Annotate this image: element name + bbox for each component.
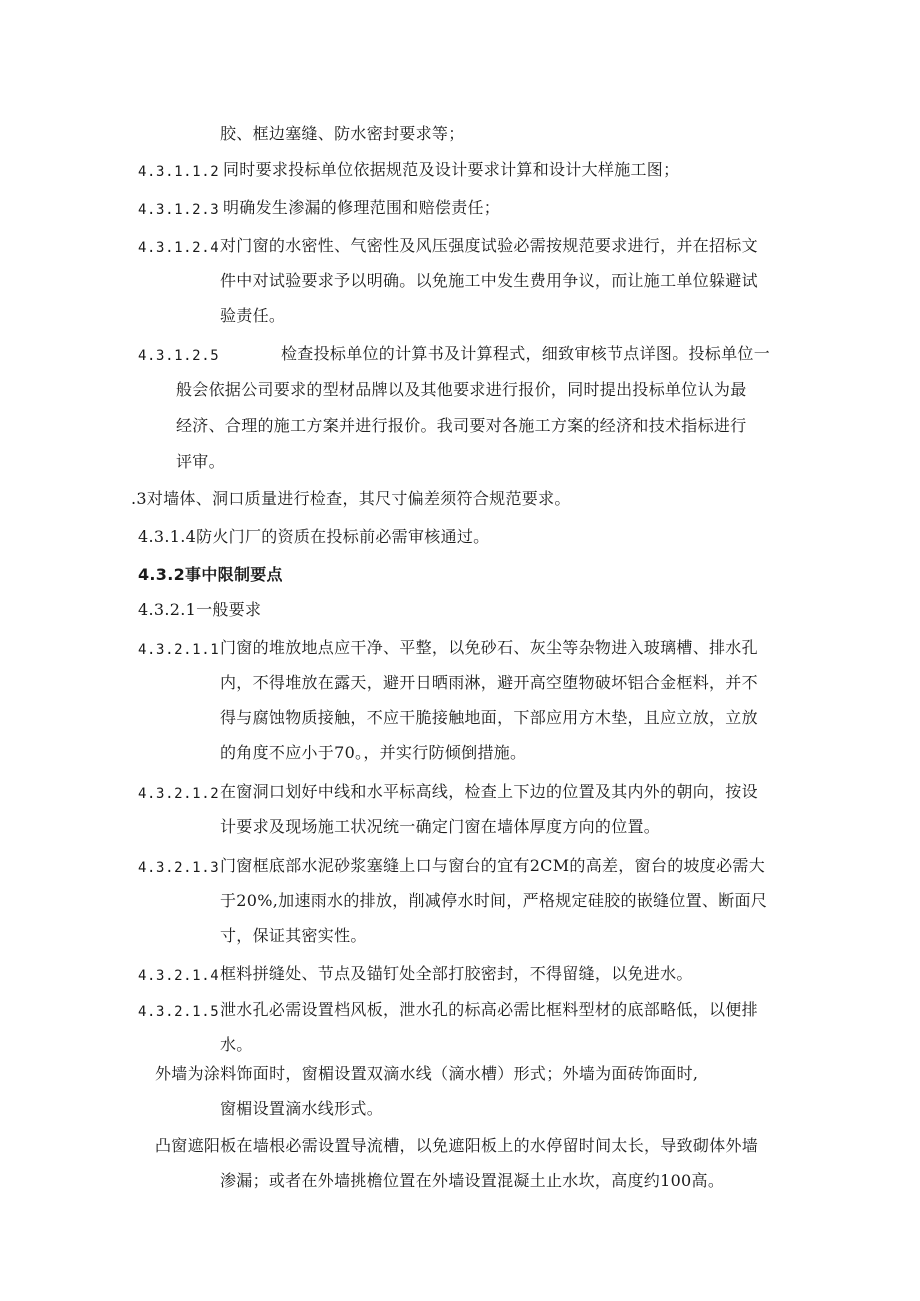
text-line: 对门窗的水密性、气密性及风压强度试验必需按规范要求进行，并在招标文: [220, 236, 758, 255]
text-line: 胶、框边塞缝、防水密封要求等；: [220, 124, 465, 143]
text-line: .3对墙体、洞口质量进行检查，其尺寸偏差须符合规范要求。: [131, 489, 571, 508]
text-line: 于20%,加速雨水的排放，削减停水时间，严格规定硅胶的嵌缝位置、断面尺: [220, 891, 768, 910]
text-line: 凸窗遮阳板在墙根必需设置导流槽，以免遮阳板上的水停留时间太长，导致砌体外墙: [155, 1136, 759, 1155]
text-line: 门窗框底部水泥砂浆塞缝上口与窗台的宜有2CM的高差，窗台的坡度必需大: [220, 856, 766, 875]
text-line: 明确发生渗漏的修理范围和赔偿责任；: [223, 198, 501, 217]
text-line: 验责任。: [220, 306, 286, 325]
text-line: 内，不得堆放在露天，避开日晒雨淋，避开高空堕物破坏铝合金框料，并不: [220, 673, 758, 692]
clause-number: 4.3.1.1.2: [138, 164, 220, 180]
section-heading: 4.3.2事中限制要点: [138, 565, 283, 584]
text-line: 般会依据公司要求的型材品牌以及其他要求进行报价，同时提出投标单位认为最: [176, 380, 747, 399]
clause-number: 4.3.2.1.4: [138, 968, 220, 984]
clause-number: 4.3.2.1.2: [138, 786, 220, 802]
text-line: 外墙为涂料饰面时，窗楣设置双滴水线（滴水槽）形式；外墙为面砖饰面时,: [155, 1064, 699, 1083]
clause-number: 4.3.1.2.4: [138, 240, 220, 256]
text-line: 4.3.1.4防火门厂的资质在投标前必需审核通过。: [138, 527, 490, 546]
clause-number: 4.3.1.2.3: [138, 202, 220, 218]
text-line: 检查投标单位的计算书及计算程式，细致审核节点详图。投标单位一: [281, 344, 771, 363]
text-line: 水。: [220, 1035, 253, 1054]
text-line: 寸，保证其密实性。: [220, 926, 367, 945]
clause-number: 4.3.1.2.5: [138, 348, 220, 364]
clause-number: 4.3.2.1.3: [138, 860, 220, 876]
text-line: 评审。: [176, 452, 225, 471]
text-line: 门窗的堆放地点应干净、平整，以免砂石、灰尘等杂物进入玻璃槽、排水孔: [220, 638, 758, 657]
text-line: 件中对试验要求予以明确。以免施工中发生费用争议，而让施工单位躲避试: [220, 271, 758, 290]
text-line: 计要求及现场施工状况统一确定门窗在墙体厚度方向的位置。: [220, 817, 661, 836]
text-line: 得与腐蚀物质接触，不应干脆接触地面，下部应用方木垫，且应立放，立放: [220, 708, 758, 727]
clause-number: 4.3.2.1.1: [138, 642, 220, 658]
text-line: 泄水孔必需设置档风板，泄水孔的标高必需比框料型材的底部略低，以便排: [220, 1000, 758, 1019]
text-line: 经济、合理的施工方案并进行报价。我司要对各施工方案的经济和技术指标进行: [176, 416, 747, 435]
text-line: 的角度不应小于70。，并实行防倾倒措施。: [220, 743, 527, 762]
text-line: 框料拼缝处、节点及锚钉处全部打胶密封，不得留缝，以免进水。: [220, 964, 693, 983]
text-line: 渗漏；或者在外墙挑檐位置在外墙设置混凝土止水坎，高度约100高。: [220, 1171, 725, 1190]
subsection-heading: 4.3.2.1一般要求: [138, 600, 262, 619]
text-line: 同时要求投标单位依据规范及设计要求计算和设计大样施工图；: [223, 160, 680, 179]
text-line: 窗楣设置滴水线形式。: [220, 1099, 384, 1118]
clause-number: 4.3.2.1.5: [138, 1004, 220, 1020]
text-line: 在窗洞口划好中线和水平标高线，检查上下边的位置及其内外的朝向，按设: [220, 782, 758, 801]
